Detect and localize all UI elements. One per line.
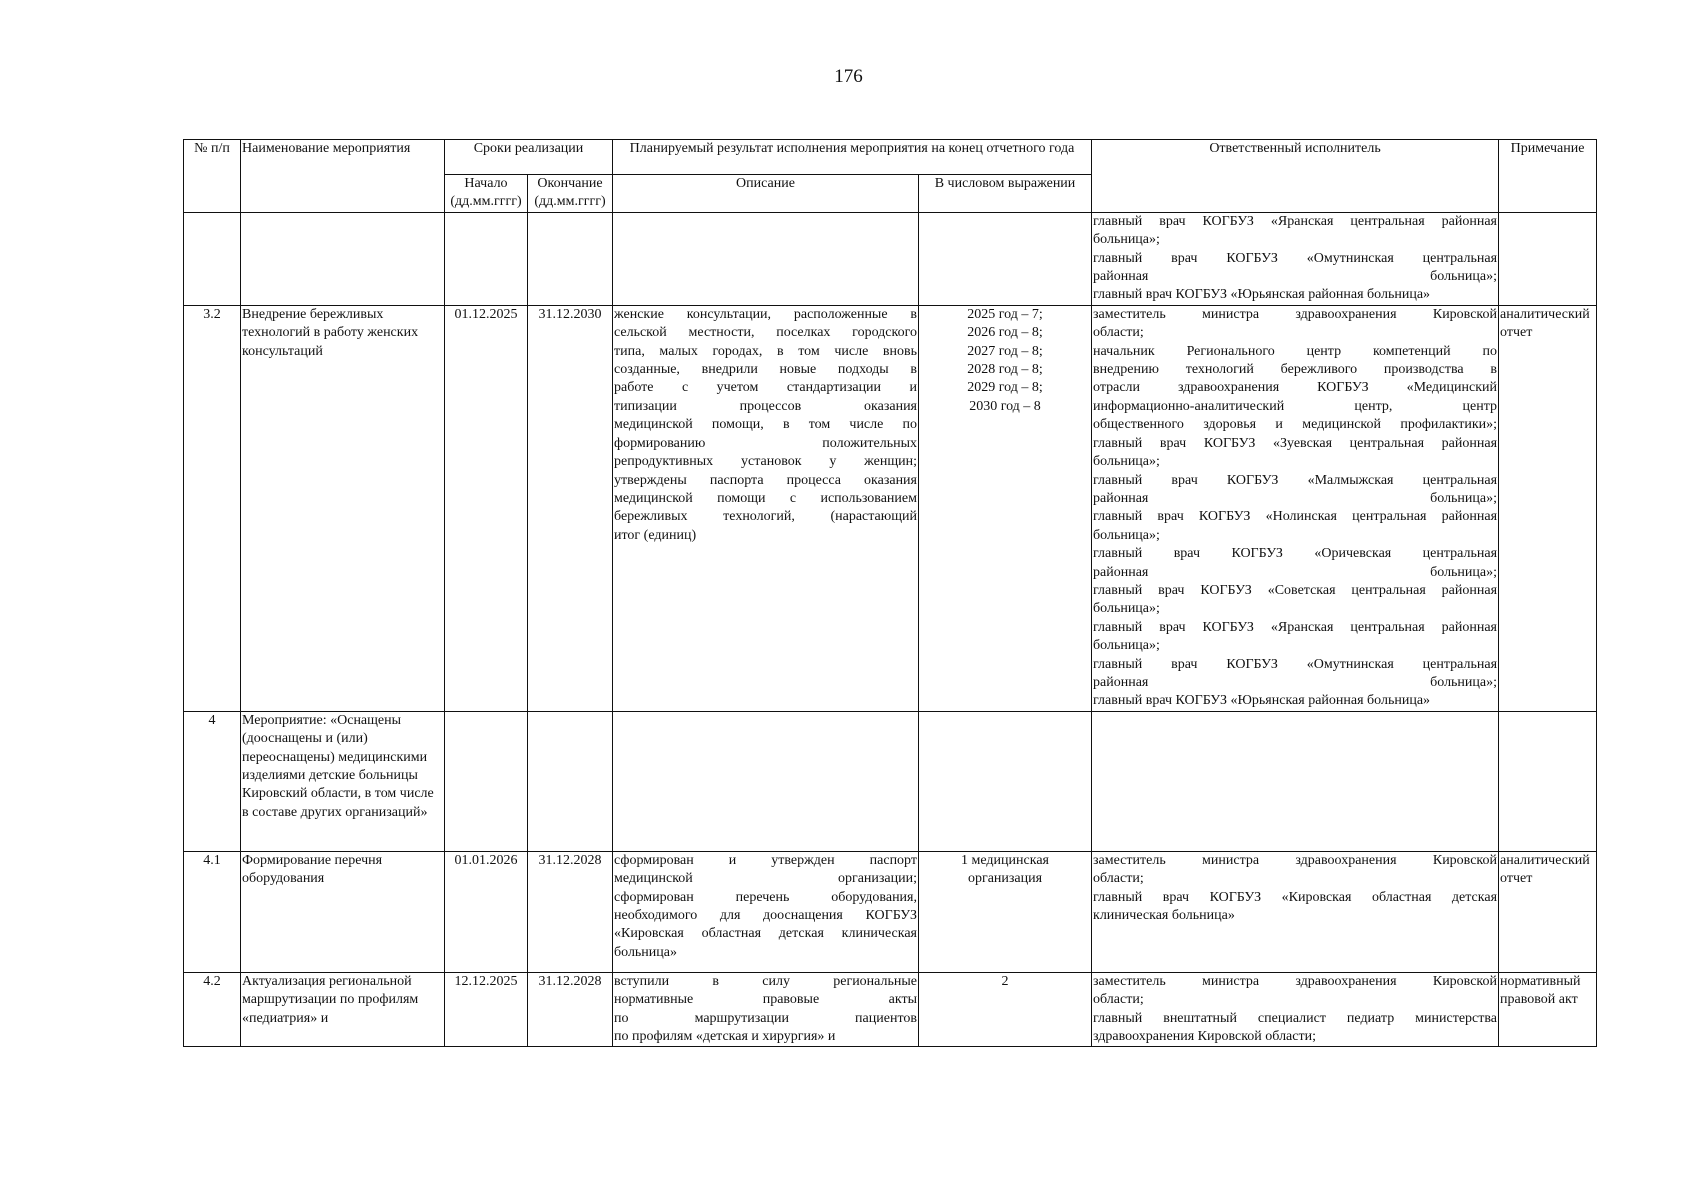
responsible-line: главный врач КОГБУЗ «Оричевская центральная	[1093, 546, 1498, 562]
description-line: созданные, внедрили новые подходы в	[614, 362, 917, 378]
responsible-line: заместитель министра здравоохранения Кировской	[1093, 306, 1498, 322]
row-end: 31.12.2030	[528, 305, 613, 711]
responsible-line: области;	[1093, 325, 1144, 341]
description-line: женские консультации, расположенные в	[614, 306, 917, 322]
header-name: Наименование мероприятия	[241, 140, 445, 213]
responsible-line: больница»;	[1093, 454, 1160, 470]
table-row	[184, 212, 1597, 305]
row-start	[445, 212, 528, 305]
numeric-line: 2027 год – 8;	[967, 343, 1043, 359]
responsible-line: отрасли здравоохранения КОГБУЗ «Медицинский	[1093, 380, 1498, 396]
responsible-line: главный врач КОГБУЗ «Юрьянская районная больница»	[1093, 287, 1431, 303]
row-description	[613, 305, 919, 711]
description-line: сформирован и утвержден паспорт	[614, 852, 917, 868]
description-line: работе с учетом стандартизации и	[614, 380, 917, 396]
row-numeric	[919, 972, 1092, 1047]
responsible-line: районная больница»;	[1093, 674, 1498, 690]
header-start: Начало (дд.мм.гггг)	[445, 175, 528, 213]
row-description	[613, 711, 919, 851]
responsible-line: здравоохранения Кировской области;	[1093, 1029, 1316, 1044]
row-num: 4.1	[184, 851, 241, 972]
responsible-line: внедрению технологий бережливого производства в	[1093, 362, 1498, 378]
responsible-line: начальник Регионального центр компетенций по	[1093, 343, 1498, 359]
row-numeric	[919, 305, 1092, 711]
table-row	[184, 851, 1597, 972]
table-row	[184, 972, 1597, 1047]
responsible-line: заместитель министра здравоохранения Кировской	[1093, 852, 1498, 868]
row-note: аналитический отчет	[1499, 305, 1597, 711]
row-numeric	[919, 711, 1092, 851]
responsible-line: главный врач КОГБУЗ «Омутнинская центральная	[1093, 656, 1498, 672]
row-description	[613, 972, 919, 1047]
numeric-line: 2030 год – 8	[969, 398, 1041, 414]
activities-table	[183, 139, 1597, 1047]
row-note	[1499, 711, 1597, 851]
description-line: нормативные правовые акты	[614, 992, 917, 1008]
row-end: 31.12.2028	[528, 851, 613, 972]
row-description	[613, 851, 919, 972]
description-line: медицинской организации;	[614, 871, 917, 887]
responsible-line: информационно-аналитический центр, центр	[1093, 398, 1498, 414]
row-name: Внедрение бережливых технологий в работу женских консультаций	[241, 305, 445, 711]
responsible-line: районная больница»;	[1093, 269, 1498, 285]
responsible-line: главный врач КОГБУЗ «Яранская центральная районная	[1093, 619, 1498, 635]
row-note: нормативный правовой акт	[1499, 972, 1597, 1047]
description-line: бережливых технологий, (нарастающий	[614, 509, 917, 525]
responsible-line: районная больница»;	[1093, 564, 1498, 580]
row-responsible	[1092, 711, 1499, 851]
description-line: вступили в силу региональные	[614, 973, 917, 989]
responsible-line: области;	[1093, 992, 1144, 1008]
description-line: сельской местности, поселках городского	[614, 325, 917, 341]
numeric-line: 2029 год – 8;	[967, 380, 1043, 396]
row-name	[241, 212, 445, 305]
row-name: Мероприятие: «Оснащены (дооснащены и (или) переоснащены) медицинскими изделиями детские больницы Кировский области, в том числе в составе других организаций»	[241, 711, 445, 851]
responsible-line: главный врач КОГБУЗ «Зуевская центральная районная	[1093, 435, 1498, 451]
responsible-line: больница»;	[1093, 601, 1160, 617]
description-line: по профилям «детская и хирургия» и	[614, 1029, 836, 1044]
description-line: типа, малых городах, в том числе вновь	[614, 343, 917, 359]
row-start: 01.12.2025	[445, 305, 528, 711]
table-body	[184, 212, 1597, 1047]
responsible-line: клиническая больница»	[1093, 908, 1235, 923]
numeric-line: 1 медицинская	[961, 852, 1049, 868]
row-name: Формирование перечня оборудования	[241, 851, 445, 972]
responsible-line: общественного здоровья и медицинской профилактики»;	[1093, 417, 1498, 433]
description-line: по маршрутизации пациентов	[614, 1010, 917, 1026]
row-end	[528, 711, 613, 851]
responsible-line: больница»;	[1093, 527, 1160, 543]
description-line: итог (единиц)	[614, 527, 697, 543]
row-num: 4	[184, 711, 241, 851]
header-responsible: Ответственный исполнитель	[1092, 140, 1499, 213]
header-result: Планируемый результат исполнения мероприятия на конец отчетного года	[613, 140, 1092, 175]
row-num	[184, 212, 241, 305]
row-start: 01.01.2026	[445, 851, 528, 972]
responsible-line: главный врач КОГБУЗ «Кировская областная детская	[1093, 889, 1498, 905]
header-end: Окончание (дд.мм.гггг)	[528, 175, 613, 213]
responsible-line: районная больница»;	[1093, 490, 1498, 506]
row-num: 3.2	[184, 305, 241, 711]
row-numeric	[919, 851, 1092, 972]
table-row	[184, 305, 1597, 711]
header-numeric: В числовом выражении	[919, 175, 1092, 213]
responsible-line: области;	[1093, 871, 1144, 887]
responsible-line: главный врач КОГБУЗ «Советская центральная районная	[1093, 582, 1498, 598]
description-line: типизации процессов оказания	[614, 398, 917, 414]
description-line: «Кировская областная детская клиническая	[614, 926, 917, 942]
header-note: Примечание	[1499, 140, 1597, 213]
responsible-line: главный врач КОГБУЗ «Нолинская центральная районная	[1093, 509, 1498, 525]
row-responsible	[1092, 851, 1499, 972]
description-line: больница»	[614, 944, 677, 960]
description-line: репродуктивных установок у женщин;	[614, 454, 917, 470]
description-line: медицинской помощи с использованием	[614, 490, 917, 506]
description-line: необходимого для дооснащения КОГБУЗ	[614, 908, 917, 923]
numeric-line: 2026 год – 8;	[967, 325, 1043, 341]
row-start: 12.12.2025	[445, 972, 528, 1047]
row-responsible	[1092, 972, 1499, 1047]
description-line: формированию положительных	[614, 435, 917, 451]
row-description	[613, 212, 919, 305]
responsible-line: главный врач КОГБУЗ «Юрьянская районная больница»	[1093, 693, 1431, 709]
row-responsible	[1092, 212, 1499, 305]
responsible-line: главный врач КОГБУЗ «Малмыжская центральная	[1093, 472, 1498, 488]
header-num: № п/п	[184, 140, 241, 213]
row-start	[445, 711, 528, 851]
table-row	[184, 711, 1597, 851]
responsible-line: заместитель министра здравоохранения Кировской	[1093, 973, 1498, 989]
responsible-line: главный врач КОГБУЗ «Омутнинская центральная	[1093, 250, 1498, 266]
row-note	[1499, 212, 1597, 305]
header-description: Описание	[613, 175, 919, 213]
row-name: Актуализация региональной маршрутизации по профилям «педиатрия» и	[241, 972, 445, 1047]
row-numeric	[919, 212, 1092, 305]
header-period: Сроки реализации	[445, 140, 613, 175]
responsible-line: главный внештатный специалист педиатр министерства	[1093, 1010, 1498, 1026]
row-responsible	[1092, 305, 1499, 711]
responsible-line: больница»;	[1093, 638, 1160, 654]
row-end	[528, 212, 613, 305]
page-number: 176	[834, 66, 863, 87]
row-num: 4.2	[184, 972, 241, 1047]
numeric-line: 2	[1001, 973, 1009, 989]
numeric-line: 2028 год – 8;	[967, 362, 1043, 378]
numeric-line: организация	[967, 871, 1043, 887]
description-line: сформирован перечень оборудования,	[614, 889, 917, 905]
description-line: медицинской помощи, в том числе по	[614, 417, 917, 433]
row-end: 31.12.2028	[528, 972, 613, 1047]
responsible-line: больница»;	[1093, 232, 1160, 248]
row-note: аналитический отчет	[1499, 851, 1597, 972]
description-line: утверждены паспорта процесса оказания	[614, 472, 917, 488]
responsible-line: главный врач КОГБУЗ «Яранская центральная районная	[1093, 213, 1498, 229]
numeric-line: 2025 год – 7;	[967, 306, 1043, 322]
